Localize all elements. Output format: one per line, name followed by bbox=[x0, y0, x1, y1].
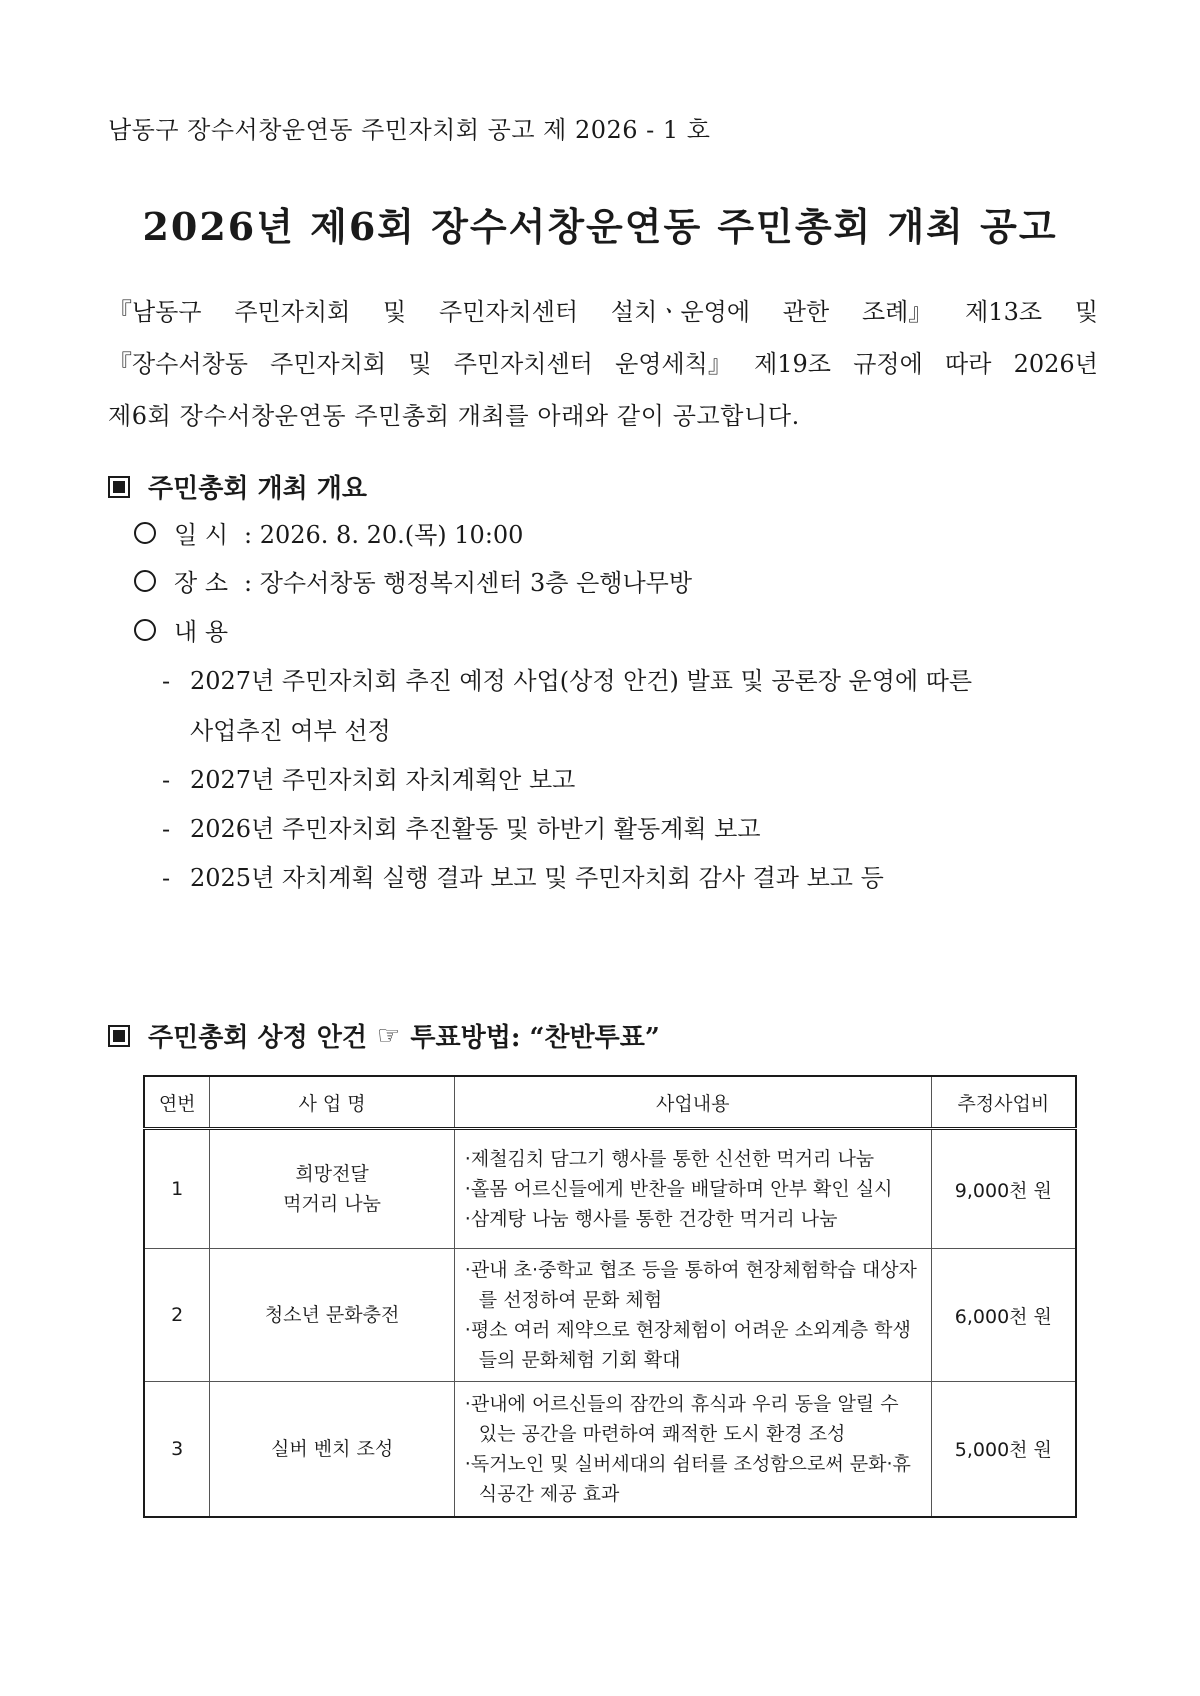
intro-word: 및 bbox=[408, 350, 432, 378]
content-item bbox=[162, 661, 972, 696]
intro-paragraph bbox=[108, 286, 1098, 442]
intro-word: 규정에 bbox=[853, 350, 923, 378]
table-row bbox=[144, 1249, 1076, 1382]
item-label: 내 용 bbox=[174, 618, 228, 646]
section-heading-label: 주민총회 상정 안건 bbox=[148, 1023, 368, 1053]
vote-method: 투표방법: “찬반투표” bbox=[410, 1023, 660, 1053]
intro-word: 및 bbox=[383, 298, 407, 326]
project-name-line: 먹거리 나눔 bbox=[283, 1193, 381, 1215]
dash-bullet: - bbox=[162, 766, 171, 794]
detail-bullet: ·관내 초·중학교 협조 등을 통하여 현장체험학습 대상자를 선정하여 문화 체험 bbox=[464, 1259, 917, 1311]
detail-bullet: ·제철김치 담그기 행사를 통한 신선한 먹거리 나눔 bbox=[464, 1148, 875, 1170]
column-header-name: 사 업 명 bbox=[210, 1076, 454, 1129]
row-number: 2 bbox=[144, 1249, 210, 1382]
overview-item-datetime bbox=[134, 515, 523, 550]
overview-item-content bbox=[134, 612, 244, 647]
intro-word: 주민자치회 bbox=[270, 350, 387, 378]
content-item-text: 2025년 자치계획 실행 결과 보고 및 주민자치회 감사 결과 보고 등 bbox=[190, 864, 884, 892]
detail-bullet: ·독거노인 및 실버세대의 쉼터를 조성함으로써 문화·휴식공간 제공 효과 bbox=[464, 1452, 911, 1505]
intro-word: 2026년 bbox=[1013, 350, 1098, 378]
project-details bbox=[454, 1129, 931, 1249]
intro-word: 및 bbox=[1074, 298, 1098, 326]
pointing-hand-icon: ☞ bbox=[377, 1020, 401, 1051]
intro-word: 주민자치센터 bbox=[453, 350, 593, 378]
detail-bullet: ·삼계탕 나눔 행사를 통한 건강한 먹거리 나눔 bbox=[464, 1208, 838, 1230]
project-name bbox=[210, 1382, 454, 1517]
content-item-text: 2027년 주민자치회 추진 예정 사업(상정 안건) 발표 및 공론장 운영에 따른 bbox=[190, 667, 973, 695]
intro-word: 조례』 bbox=[861, 298, 933, 326]
intro-word: 『장수서창동 bbox=[108, 350, 248, 378]
project-name bbox=[210, 1129, 454, 1249]
project-name-line: 희망전달 bbox=[295, 1163, 369, 1185]
project-details bbox=[454, 1382, 931, 1517]
section-heading-label: 주민총회 개최 개요 bbox=[148, 474, 368, 504]
project-name bbox=[210, 1249, 454, 1382]
section-heading-agenda bbox=[108, 1017, 660, 1054]
intro-word: 설치ㆍ운영에 bbox=[610, 298, 751, 326]
content-item-continuation: 사업추진 여부 선정 bbox=[190, 717, 391, 745]
overview-item-place bbox=[134, 563, 692, 598]
item-value: : 장수서창동 행정복지센터 3층 은행나무방 bbox=[244, 569, 692, 597]
intro-word: 제13조 bbox=[965, 298, 1043, 326]
intro-word: 제19조 bbox=[754, 350, 831, 378]
project-name-line: 실버 벤치 조성 bbox=[270, 1437, 394, 1460]
notice-number: 남동구 장수서창운연동 주민자치회 공고 제 2026 - 1 호 bbox=[108, 116, 711, 144]
item-label: 장 소 bbox=[174, 569, 228, 597]
detail-bullet: ·평소 여러 제약으로 현장체험이 어려운 소외계층 학생들의 문화체험 기회 확대 bbox=[464, 1319, 911, 1371]
column-header-no: 연번 bbox=[144, 1076, 210, 1129]
filled-square-icon bbox=[108, 1025, 130, 1047]
project-details bbox=[454, 1249, 931, 1382]
content-item-text: 2026년 주민자치회 추진활동 및 하반기 활동계획 보고 bbox=[190, 815, 761, 843]
intro-line-2 bbox=[108, 338, 1098, 390]
intro-word: 주민자치센터 bbox=[439, 298, 579, 326]
detail-bullet: ·관내에 어르신들의 잠깐의 휴식과 우리 동을 알릴 수 있는 공간을 마련하여 쾌적한 도시 환경 조성 bbox=[464, 1392, 899, 1445]
circle-bullet-icon bbox=[134, 619, 156, 641]
content-item bbox=[162, 809, 761, 844]
item-value: : 2026. 8. 20.(목) 10:00 bbox=[244, 521, 524, 549]
detail-bullet: ·홀몸 어르신들에게 반찬을 배달하며 안부 확인 실시 bbox=[464, 1178, 893, 1200]
item-label: 일 시 bbox=[174, 521, 228, 549]
table-header-row bbox=[144, 1076, 1076, 1129]
agenda-table bbox=[143, 1075, 1077, 1518]
content-item bbox=[162, 760, 575, 795]
dash-bullet: - bbox=[162, 815, 171, 843]
intro-line-1 bbox=[108, 286, 1098, 338]
intro-word: 관한 bbox=[782, 298, 830, 326]
column-header-details: 사업내용 bbox=[454, 1076, 931, 1129]
intro-word: 주민자치회 bbox=[234, 298, 351, 326]
filled-square-icon bbox=[108, 476, 130, 498]
project-budget: 5,000천 원 bbox=[931, 1382, 1076, 1517]
section-heading-overview bbox=[108, 468, 367, 505]
circle-bullet-icon bbox=[134, 522, 156, 544]
row-number: 3 bbox=[144, 1382, 210, 1517]
intro-line-3: 제6회 장수서창운연동 주민총회 개최를 아래와 같이 공고합니다. bbox=[108, 402, 800, 430]
content-item bbox=[162, 858, 884, 893]
dash-bullet: - bbox=[162, 864, 171, 892]
intro-word: 『남동구 bbox=[108, 298, 202, 326]
project-budget: 6,000천 원 bbox=[931, 1249, 1076, 1382]
table-row bbox=[144, 1382, 1076, 1517]
content-item-text: 2027년 주민자치회 자치계획안 보고 bbox=[190, 766, 576, 794]
column-header-budget: 추정사업비 bbox=[931, 1076, 1076, 1129]
intro-word: 따라 bbox=[945, 350, 992, 378]
intro-word: 운영세칙』 bbox=[615, 350, 732, 378]
project-name-line: 청소년 문화충전 bbox=[264, 1304, 400, 1326]
table-row bbox=[144, 1129, 1076, 1249]
page-title: 2026년 제6회 장수서창운연동 주민총회 개최 공고 bbox=[142, 204, 1058, 249]
row-number: 1 bbox=[144, 1129, 210, 1249]
project-budget: 9,000천 원 bbox=[931, 1129, 1076, 1249]
circle-bullet-icon bbox=[134, 570, 156, 592]
dash-bullet: - bbox=[162, 667, 171, 695]
